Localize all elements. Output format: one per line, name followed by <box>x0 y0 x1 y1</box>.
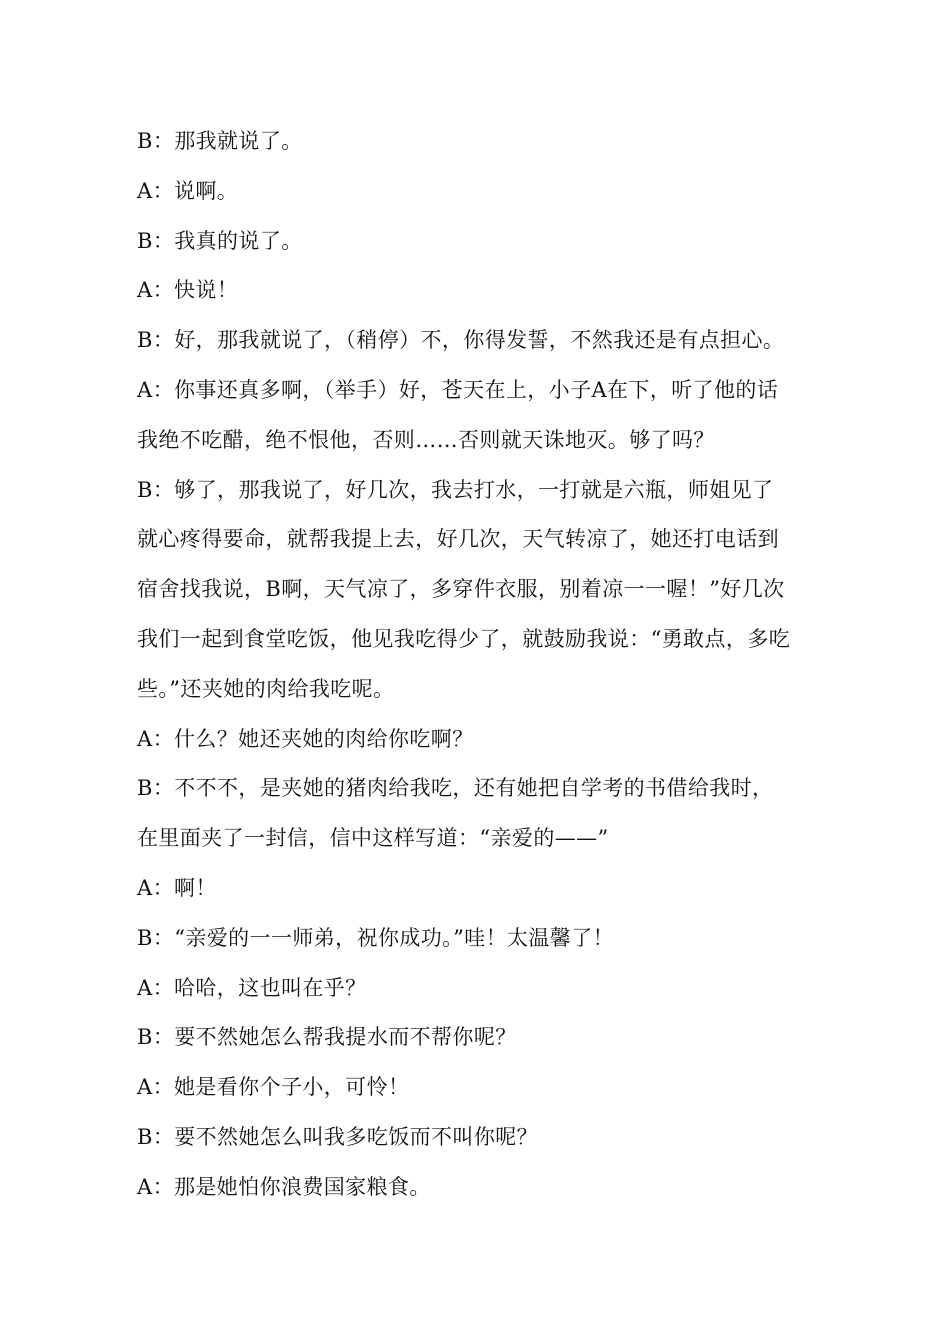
text-line: A：你事还真多啊，（举手）好，苍天在上，小子A在下，听了他的话 <box>137 377 779 402</box>
text-line: A：快说！ <box>137 278 239 303</box>
text-line: B：我真的说了。 <box>137 228 303 253</box>
text-line: B：好，那我就说了，（稍停）不，你得发誓，不然我还是有点担心。 <box>137 328 785 353</box>
text-line: B：不不不，是夹她的猪肉给我吃，还有她把自学考的书借给我时， <box>137 776 774 801</box>
text-line: 就心疼得要命，就帮我提上去，好几次，天气转凉了，她还打电话到 <box>137 527 779 552</box>
text-line: B：“亲爱的一一师弟，祝你成功。”哇！太温馨了！ <box>137 925 615 950</box>
text-line: 些。”还夹她的肉给我吃呢。 <box>137 676 395 701</box>
text-line: 在里面夹了一封信，信中这样写道：“亲爱的——” <box>137 826 609 851</box>
text-line: B：要不然她怎么叫我多吃饭而不叫你呢？ <box>137 1124 539 1149</box>
text-line: 我们一起到食堂吃饭，他见我吃得少了，就鼓励我说：“勇敢点，多吃 <box>137 626 791 651</box>
text-line: A：她是看你个子小，可怜！ <box>137 1075 410 1100</box>
text-line: A：那是她怕你浪费国家粮食。 <box>137 1174 431 1199</box>
text-line: A：哈哈，这也叫在乎？ <box>137 975 367 1000</box>
text-line: A：说啊。 <box>137 178 239 203</box>
text-line: B：那我就说了。 <box>137 129 303 153</box>
text-line: A：什么？她还夹她的肉给你吃啊？ <box>137 726 474 751</box>
text-line: A：啊！ <box>137 875 217 900</box>
dialogue-text <box>137 117 827 1213</box>
text-line: 我绝不吃醋，绝不恨他，否则……否则就天诛地灭。够了吗？ <box>137 427 715 452</box>
text-line: B：要不然她怎么帮我提水而不帮你呢？ <box>137 1025 517 1050</box>
text-line: B：够了，那我说了，好几次，我去打水，一打就是六瓶，师姐见了 <box>137 477 774 502</box>
text-line: 宿舍找我说，B啊，天气凉了，多穿件衣服，别着凉一一喔！”好几次 <box>137 577 785 602</box>
